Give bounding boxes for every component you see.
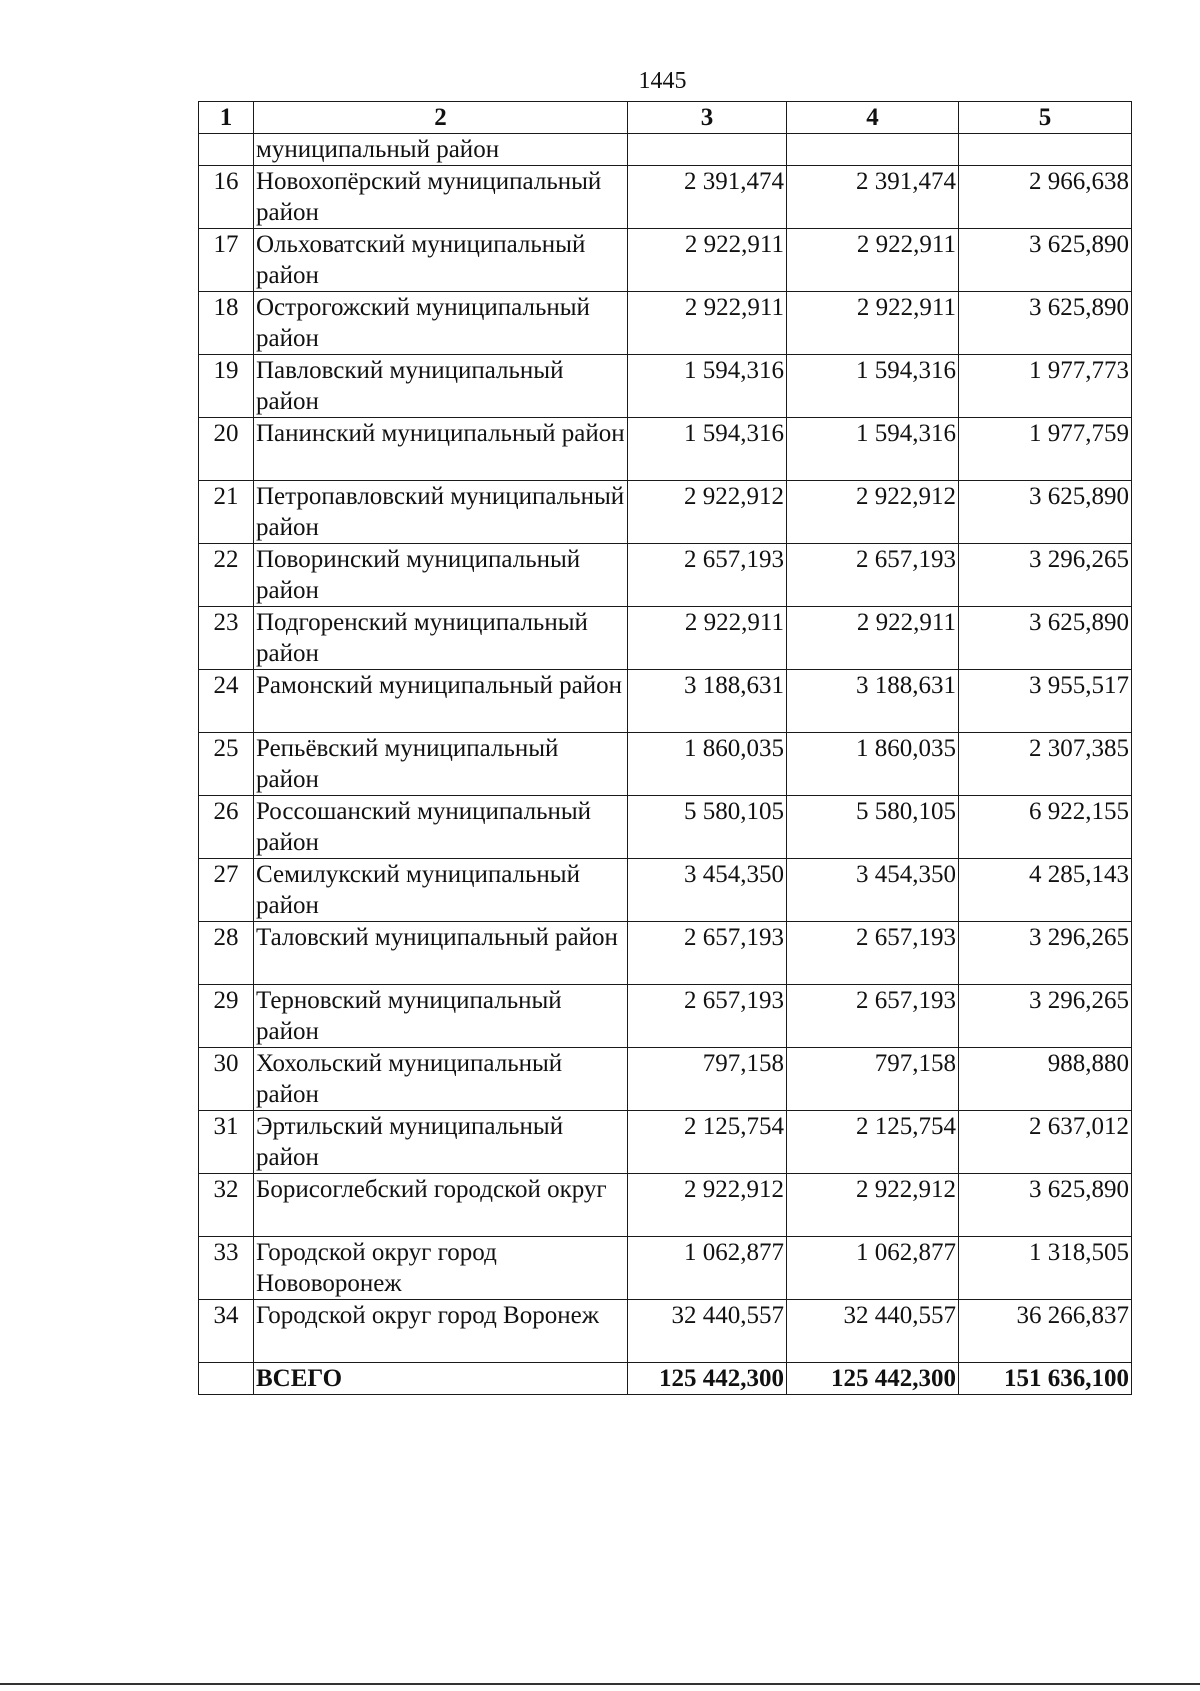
row-col3-cell: 2 657,193: [628, 922, 787, 985]
row-name-cell: Борисоглебский городской округ: [254, 1174, 628, 1237]
row-name-cell: Ольховатский муниципальный район: [254, 229, 628, 292]
header-col-2: 2: [254, 102, 628, 134]
row-index-cell: 34: [199, 1300, 254, 1363]
total-col3-cell: 125 442,300: [628, 1363, 787, 1395]
row-col4-cell: 5 580,105: [787, 796, 959, 859]
row-col5-cell: 2 307,385: [959, 733, 1132, 796]
row-col3-cell: 2 657,193: [628, 985, 787, 1048]
continuation-name-cell: муниципальный район: [254, 134, 628, 166]
row-col4-cell: 2 922,911: [787, 292, 959, 355]
row-name-cell: Россошанский муниципальный район: [254, 796, 628, 859]
row-name-cell: Петропавловский муниципальный район: [254, 481, 628, 544]
row-index-cell: 27: [199, 859, 254, 922]
row-col3-cell: 3 454,350: [628, 859, 787, 922]
row-index-cell: 32: [199, 1174, 254, 1237]
row-col4-cell: 2 922,912: [787, 481, 959, 544]
row-col4-cell: 2 657,193: [787, 922, 959, 985]
table-row: [199, 355, 1132, 418]
row-col3-cell: 2 657,193: [628, 544, 787, 607]
row-col5-cell: 3 625,890: [959, 481, 1132, 544]
row-col3-cell: 2 922,911: [628, 292, 787, 355]
row-col3-cell: 2 922,911: [628, 229, 787, 292]
row-col3-cell: 32 440,557: [628, 1300, 787, 1363]
row-col4-cell: 1 860,035: [787, 733, 959, 796]
header-col-3: 3: [628, 102, 787, 134]
table-body: [199, 134, 1132, 1395]
continuation-cell-4: [787, 134, 959, 166]
row-col5-cell: 36 266,837: [959, 1300, 1132, 1363]
total-col5-cell: 151 636,100: [959, 1363, 1132, 1395]
row-col4-cell: 2 922,911: [787, 607, 959, 670]
total-index-cell: [199, 1363, 254, 1395]
row-name-cell: Подгоренский муниципальный район: [254, 607, 628, 670]
row-col5-cell: 3 625,890: [959, 607, 1132, 670]
row-col5-cell: 1 977,773: [959, 355, 1132, 418]
header-col-1: 1: [199, 102, 254, 134]
row-name-cell: Поворинский муниципальный район: [254, 544, 628, 607]
row-col4-cell: 2 391,474: [787, 166, 959, 229]
row-col5-cell: 3 625,890: [959, 1174, 1132, 1237]
row-col5-cell: 2 966,638: [959, 166, 1132, 229]
total-col4-cell: 125 442,300: [787, 1363, 959, 1395]
table-row: [199, 922, 1132, 985]
row-col4-cell: 2 922,911: [787, 229, 959, 292]
row-col5-cell: 3 296,265: [959, 922, 1132, 985]
row-col3-cell: 2 391,474: [628, 166, 787, 229]
row-col4-cell: 1 594,316: [787, 355, 959, 418]
row-index-cell: 29: [199, 985, 254, 1048]
row-col4-cell: 2 657,193: [787, 544, 959, 607]
row-name-cell: Павловский муниципальный район: [254, 355, 628, 418]
header-row: [199, 102, 1132, 134]
row-index-cell: 28: [199, 922, 254, 985]
continuation-row: [199, 134, 1132, 166]
row-col5-cell: 3 955,517: [959, 670, 1132, 733]
row-col4-cell: 2 125,754: [787, 1111, 959, 1174]
row-name-cell: Острогожский муниципальный район: [254, 292, 628, 355]
row-name-cell: Панинский муниципальный район: [254, 418, 628, 481]
row-index-cell: 31: [199, 1111, 254, 1174]
row-col5-cell: 3 296,265: [959, 544, 1132, 607]
row-index-cell: 25: [199, 733, 254, 796]
row-col4-cell: 1 062,877: [787, 1237, 959, 1300]
row-col3-cell: 2 922,911: [628, 607, 787, 670]
row-col5-cell: 3 625,890: [959, 229, 1132, 292]
row-name-cell: Хохольский муниципальный район: [254, 1048, 628, 1111]
bottom-rule: [0, 1683, 1200, 1685]
row-name-cell: Новохопёрский муниципальный район: [254, 166, 628, 229]
row-name-cell: Семилукский муниципальный район: [254, 859, 628, 922]
allocation-table: [198, 101, 1132, 1395]
row-col4-cell: 32 440,557: [787, 1300, 959, 1363]
table-row: [199, 1174, 1132, 1237]
row-col3-cell: 5 580,105: [628, 796, 787, 859]
row-col3-cell: 1 594,316: [628, 418, 787, 481]
row-col5-cell: 4 285,143: [959, 859, 1132, 922]
row-name-cell: Городской округ город Воронеж: [254, 1300, 628, 1363]
row-col4-cell: 1 594,316: [787, 418, 959, 481]
table-row: [199, 607, 1132, 670]
table-row: [199, 292, 1132, 355]
row-col3-cell: 2 922,912: [628, 481, 787, 544]
table-row: [199, 1237, 1132, 1300]
continuation-cell-5: [959, 134, 1132, 166]
row-col3-cell: 2 922,912: [628, 1174, 787, 1237]
row-col5-cell: 3 296,265: [959, 985, 1132, 1048]
row-col5-cell: 988,880: [959, 1048, 1132, 1111]
row-col4-cell: 3 188,631: [787, 670, 959, 733]
row-col5-cell: 1 977,759: [959, 418, 1132, 481]
table-header: [199, 102, 1132, 134]
continuation-cell-3: [628, 134, 787, 166]
row-name-cell: Терновский муниципальный район: [254, 985, 628, 1048]
continuation-index-cell: [199, 134, 254, 166]
row-col5-cell: 1 318,505: [959, 1237, 1132, 1300]
table-row: [199, 985, 1132, 1048]
table-row: [199, 796, 1132, 859]
header-col-5: 5: [959, 102, 1132, 134]
row-col3-cell: 797,158: [628, 1048, 787, 1111]
row-col4-cell: 2 922,912: [787, 1174, 959, 1237]
row-name-cell: Репьёвский муниципальный район: [254, 733, 628, 796]
row-name-cell: Городской округ город Нововоронеж: [254, 1237, 628, 1300]
row-index-cell: 23: [199, 607, 254, 670]
table-row: [199, 670, 1132, 733]
row-index-cell: 19: [199, 355, 254, 418]
table-row: [199, 544, 1132, 607]
row-col4-cell: 797,158: [787, 1048, 959, 1111]
row-col5-cell: 3 625,890: [959, 292, 1132, 355]
row-index-cell: 21: [199, 481, 254, 544]
table-row: [199, 166, 1132, 229]
row-col4-cell: 2 657,193: [787, 985, 959, 1048]
row-index-cell: 30: [199, 1048, 254, 1111]
table-row: [199, 1048, 1132, 1111]
row-col3-cell: 1 860,035: [628, 733, 787, 796]
total-row: [199, 1363, 1132, 1395]
row-index-cell: 18: [199, 292, 254, 355]
row-index-cell: 22: [199, 544, 254, 607]
row-index-cell: 17: [199, 229, 254, 292]
row-index-cell: 20: [199, 418, 254, 481]
table-row: [199, 418, 1132, 481]
row-name-cell: Таловский муниципальный район: [254, 922, 628, 985]
row-col4-cell: 3 454,350: [787, 859, 959, 922]
table-row: [199, 859, 1132, 922]
row-name-cell: Эртильский муниципальный район: [254, 1111, 628, 1174]
row-index-cell: 24: [199, 670, 254, 733]
table-row: [199, 481, 1132, 544]
row-index-cell: 26: [199, 796, 254, 859]
table-row: [199, 1300, 1132, 1363]
row-col3-cell: 1 594,316: [628, 355, 787, 418]
row-col3-cell: 3 188,631: [628, 670, 787, 733]
row-col5-cell: 6 922,155: [959, 796, 1132, 859]
row-index-cell: 33: [199, 1237, 254, 1300]
page-number: 1445: [638, 68, 687, 94]
table-row: [199, 733, 1132, 796]
row-index-cell: 16: [199, 166, 254, 229]
row-name-cell: Рамонский муниципальный район: [254, 670, 628, 733]
row-col3-cell: 2 125,754: [628, 1111, 787, 1174]
table-row: [199, 229, 1132, 292]
row-col5-cell: 2 637,012: [959, 1111, 1132, 1174]
table-row: [199, 1111, 1132, 1174]
row-col3-cell: 1 062,877: [628, 1237, 787, 1300]
total-label-cell: ВСЕГО: [254, 1363, 628, 1395]
header-col-4: 4: [787, 102, 959, 134]
